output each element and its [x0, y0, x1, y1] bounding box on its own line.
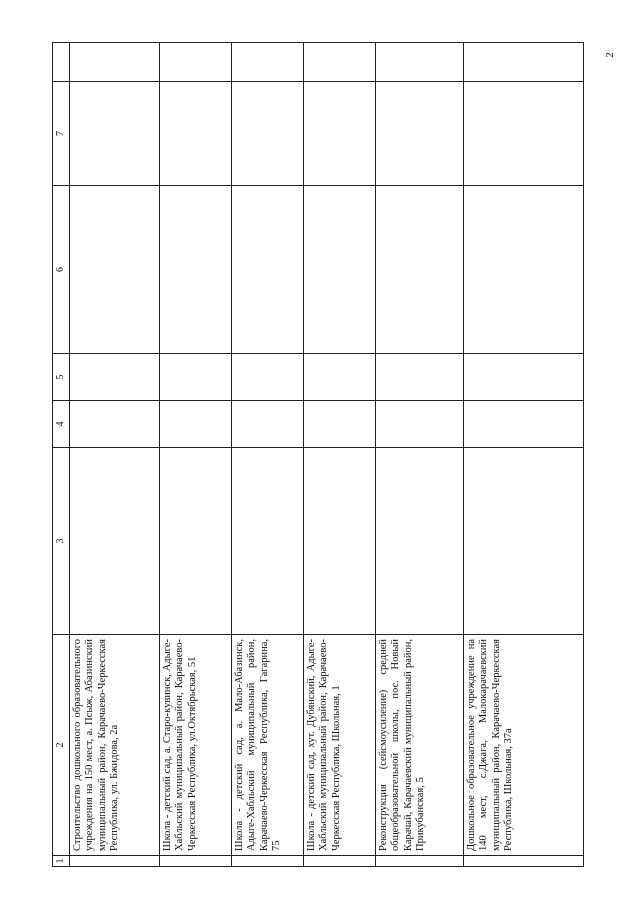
table-cell [464, 43, 584, 82]
table-cell [464, 401, 584, 448]
page-number: 2 [604, 52, 616, 58]
table-cell [232, 448, 304, 635]
table-cell [376, 43, 464, 82]
table-row [232, 43, 304, 867]
column-number-3: 3 [53, 448, 70, 635]
table-cell [232, 186, 304, 354]
column-number-1: 1 [53, 856, 70, 867]
table-cell [70, 354, 160, 401]
column-number-5: 5 [53, 354, 70, 401]
objects-table [52, 42, 584, 867]
table-row [464, 43, 584, 867]
table-cell [304, 401, 376, 448]
table-cell [464, 448, 584, 635]
table-cell [464, 82, 584, 186]
table-cell [160, 448, 232, 635]
table-cell [304, 82, 376, 186]
table-cell [304, 354, 376, 401]
table-cell [70, 82, 160, 186]
table-cell [232, 856, 304, 867]
table-cell [232, 401, 304, 448]
table-row [376, 43, 464, 867]
column-number-4: 4 [53, 401, 70, 448]
table-row [70, 43, 160, 867]
table-cell [232, 354, 304, 401]
table-cell [304, 186, 376, 354]
table-cell [70, 186, 160, 354]
column-number-8 [53, 43, 70, 82]
table-cell [70, 43, 160, 82]
rotated-table-wrapper [52, 43, 582, 867]
table-cell [160, 43, 232, 82]
table-cell [160, 186, 232, 354]
table-cell [376, 856, 464, 867]
table-cell [232, 82, 304, 186]
table-cell [70, 856, 160, 867]
table-cell [160, 82, 232, 186]
object-name-cell: Школа - детский сад, а. Старо-кувинск, Адыге-Хабльский муниципальный район, Карачаево-Черкесская Республика, ул.Октябрьская, 51 [160, 635, 232, 856]
column-number-7: 7 [53, 82, 70, 186]
table-cell [376, 186, 464, 354]
table-row [304, 43, 376, 867]
object-name-cell: Школа - детский сад, хут. Дубянский, Адыге-Хабльский муниципальный район, Карачаево-Черкесская Республика, Школьная, 1 [304, 635, 376, 856]
table-header-row [53, 43, 70, 867]
table-cell [464, 186, 584, 354]
table-cell [464, 856, 584, 867]
table-cell [232, 43, 304, 82]
table-cell [376, 82, 464, 186]
table-cell [304, 43, 376, 82]
table-cell [160, 354, 232, 401]
table-row [160, 43, 232, 867]
table-cell [160, 401, 232, 448]
table-cell [376, 354, 464, 401]
object-name-cell: Реконструкция (сейсмоусиление) средней общеобразовательной школы, пос. Новый Карачай, Карачаевский муниципальный район, Прикубанская, 5 [376, 635, 464, 856]
table-cell [304, 448, 376, 635]
table-cell [304, 856, 376, 867]
table-cell [376, 448, 464, 635]
column-number-6: 6 [53, 186, 70, 354]
object-name-cell: Школа - детский сад, а. Мало-Абазинск, Адыге-Хабльский муниципальный район, Карачаево-Черкесская Республика, Гагарина, 75 [232, 635, 304, 856]
table-cell [70, 401, 160, 448]
column-number-2: 2 [53, 635, 70, 856]
object-name-cell: Строительство дошкольного образовательного учреждения на 150 мест, а. Псыж, Абазинский муниципальный район, Карачаево-Черкесская Республика, ул. Бжидова, 2а [70, 635, 160, 856]
table-cell [464, 354, 584, 401]
table-cell [160, 856, 232, 867]
object-name-cell: Дошкольное образовательное учреждение на 140 мест, с.Джага, Малокарачаевский муниципальный район, Карачаево-Черкесская Республика, Школьная, 37а [464, 635, 584, 856]
table-cell [70, 448, 160, 635]
table-cell [376, 401, 464, 448]
